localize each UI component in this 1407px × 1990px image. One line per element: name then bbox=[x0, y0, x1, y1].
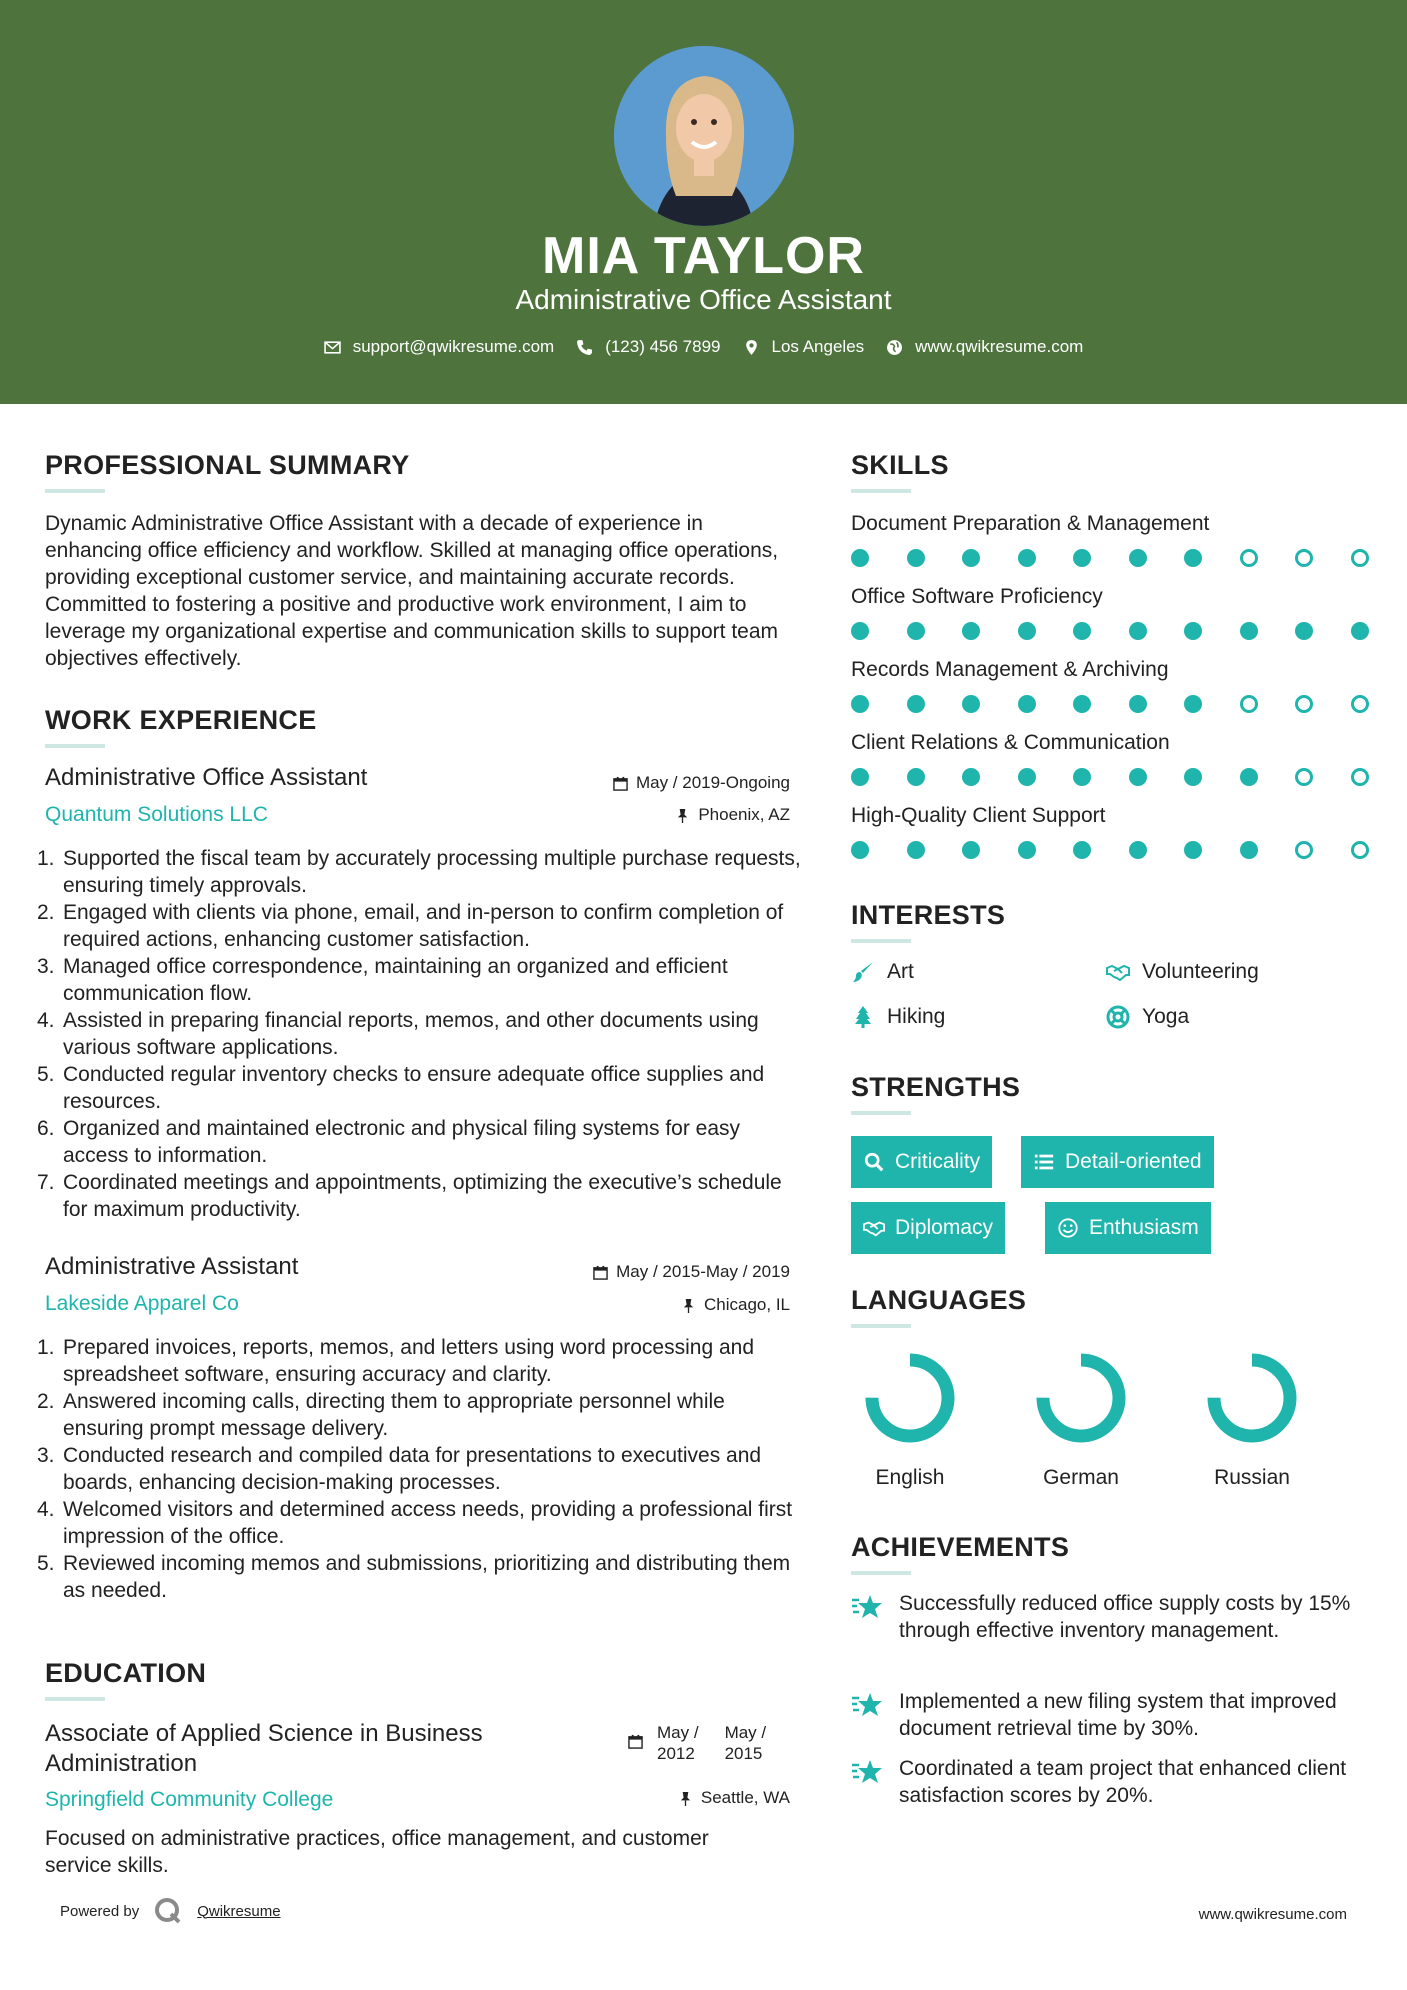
duty-text: Supported the fiscal team by accurately processing multiple purchase requests, ensuring timely approvals. bbox=[63, 847, 801, 897]
skill-rating-dot bbox=[851, 622, 869, 640]
duty-text: Prepared invoices, reports, memos, and letters using word processing and spreadsheet software, ensuring accuracy and clarity. bbox=[63, 1336, 755, 1386]
skill-rating-dot bbox=[1184, 622, 1202, 640]
skill-rating-dot bbox=[1018, 549, 1036, 567]
job-location-2 bbox=[681, 1295, 790, 1315]
education-location bbox=[678, 1788, 790, 1808]
candidate-title: Administrative Office Assistant bbox=[515, 284, 892, 315]
education-dates bbox=[628, 1722, 766, 1764]
experience-rule bbox=[45, 744, 105, 748]
phone-icon bbox=[576, 339, 593, 356]
skill-rating-dot bbox=[1073, 695, 1091, 713]
strength-label: Criticality bbox=[895, 1150, 981, 1173]
education-rule bbox=[45, 1697, 105, 1701]
skill-rating-dot bbox=[1129, 841, 1147, 859]
education-heading: EDUCATION bbox=[45, 1658, 207, 1688]
skill-rating-dot bbox=[1184, 549, 1202, 567]
school-name: Springfield Community College bbox=[45, 1788, 334, 1811]
job-location-1 bbox=[675, 805, 790, 825]
profile-photo bbox=[614, 46, 794, 226]
duty-text: Engaged with clients via phone, email, and in-person to confirm completion of required actions, enhancing customer satisfaction. bbox=[63, 901, 784, 951]
duty-item bbox=[37, 1007, 805, 1061]
duty-item bbox=[37, 845, 805, 899]
skill-rating-dot bbox=[1295, 622, 1313, 640]
education-location-text: Seattle, WA bbox=[700, 1788, 790, 1807]
skill-rating-dot bbox=[907, 622, 925, 640]
interest-yoga bbox=[1106, 1005, 1189, 1029]
duty-number: 3. bbox=[37, 1444, 55, 1467]
skill-rating-dot bbox=[1184, 695, 1202, 713]
language-item bbox=[855, 1350, 965, 1490]
skills-rule bbox=[851, 489, 911, 493]
skill-rating-dot bbox=[1351, 695, 1369, 713]
skill-rating-dot bbox=[1240, 695, 1258, 713]
contact-location bbox=[743, 337, 865, 357]
duty-number: 7. bbox=[37, 1171, 55, 1194]
duty-item bbox=[37, 899, 805, 953]
skill-rating-dot bbox=[1018, 841, 1036, 859]
strength-badge-enthusiasm bbox=[1045, 1202, 1211, 1254]
handshake-icon bbox=[863, 1217, 885, 1239]
skill-rating-dot bbox=[1351, 841, 1369, 859]
search-icon bbox=[863, 1151, 885, 1173]
skill-rating-dot bbox=[1351, 622, 1369, 640]
contact-phone[interactable] bbox=[576, 337, 720, 357]
language-level-ring bbox=[862, 1350, 958, 1446]
qwikresume-logo-icon bbox=[153, 1896, 183, 1926]
duty-number: 1. bbox=[37, 1336, 55, 1359]
duty-number: 2. bbox=[37, 901, 55, 924]
lifebuoy-icon bbox=[1106, 1005, 1130, 1029]
duty-number: 1. bbox=[37, 847, 55, 870]
skill-label: Document Preparation & Management bbox=[851, 512, 1210, 535]
job-duties-1 bbox=[37, 845, 805, 1223]
duty-text: Welcomed visitors and determined access needs, providing a professional first impression of the office. bbox=[63, 1498, 793, 1548]
duty-item bbox=[37, 1115, 805, 1169]
duty-item bbox=[37, 1442, 805, 1496]
envelope-icon bbox=[324, 339, 341, 356]
skill-rating-dot bbox=[1295, 549, 1313, 567]
achievements-rule bbox=[851, 1571, 911, 1575]
duty-text: Assisted in preparing financial reports, memos, and other documents using various software applications. bbox=[63, 1009, 759, 1059]
interests-heading: INTERESTS bbox=[851, 900, 1006, 930]
interest-volunteering bbox=[1106, 960, 1259, 984]
skill-rating-dot bbox=[1240, 622, 1258, 640]
duty-text: Managed office correspondence, maintaining an organized and efficient communication flow. bbox=[63, 955, 728, 1005]
paint-brush-icon bbox=[851, 960, 875, 984]
skill-rating-dot bbox=[1184, 841, 1202, 859]
language-name: German bbox=[1043, 1466, 1119, 1489]
duty-text: Organized and maintained electronic and physical filing systems for easy access to information. bbox=[63, 1117, 741, 1167]
skill-rating-dot bbox=[962, 549, 980, 567]
language-level-ring bbox=[1033, 1350, 1129, 1446]
skill-rating-dot bbox=[907, 841, 925, 859]
interests-rule bbox=[851, 939, 911, 943]
skill-label: Office Software Proficiency bbox=[851, 585, 1103, 608]
job-date-2 bbox=[593, 1262, 790, 1282]
skill-rating-dot bbox=[1018, 622, 1036, 640]
experience-heading: WORK EXPERIENCE bbox=[45, 705, 317, 735]
duty-text: Conducted research and compiled data for presentations to executives and boards, enhancing decision-making processes. bbox=[63, 1444, 762, 1494]
language-item bbox=[1197, 1350, 1307, 1490]
skill-rating-dot bbox=[1184, 768, 1202, 786]
degree-line-1: Associate of Applied Science in Business bbox=[45, 1720, 483, 1747]
strength-label: Enthusiasm bbox=[1089, 1216, 1199, 1239]
achievement-item bbox=[851, 1688, 1371, 1742]
skill-rating-dot bbox=[1129, 695, 1147, 713]
job-duties-2 bbox=[37, 1334, 805, 1604]
duty-number: 2. bbox=[37, 1390, 55, 1413]
duty-number: 6. bbox=[37, 1117, 55, 1140]
skill-rating-dot bbox=[1073, 549, 1091, 567]
skill-rating-dot bbox=[1240, 549, 1258, 567]
language-level-arc bbox=[872, 1360, 948, 1436]
language-item bbox=[1026, 1350, 1136, 1490]
skill-rating-dot bbox=[1129, 768, 1147, 786]
achievement-text: Implemented a new filing system that improved document retrieval time by 30%. bbox=[899, 1690, 1337, 1740]
shooting-star-icon bbox=[851, 1757, 883, 1787]
company-2: Lakeside Apparel Co bbox=[45, 1292, 239, 1315]
summary-heading: PROFESSIONAL SUMMARY bbox=[45, 450, 410, 480]
skill-rating-dot bbox=[1129, 549, 1147, 567]
duty-item bbox=[37, 953, 805, 1007]
strengths-heading: STRENGTHS bbox=[851, 1072, 1021, 1102]
degree-line-2: Administration bbox=[45, 1750, 198, 1777]
education-text: Focused on administrative practices, office management, and customer service skills. bbox=[45, 1827, 709, 1877]
skill-label: Records Management & Archiving bbox=[851, 658, 1169, 681]
duty-item bbox=[37, 1496, 805, 1550]
achievement-item bbox=[851, 1590, 1371, 1644]
duty-number: 4. bbox=[37, 1009, 55, 1032]
summary-rule bbox=[45, 489, 105, 493]
duty-number: 5. bbox=[37, 1063, 55, 1086]
skill-rating-dot bbox=[851, 768, 869, 786]
skill-rating-dot bbox=[1018, 768, 1036, 786]
strength-badge-detail-oriented bbox=[1021, 1136, 1214, 1188]
job-location-text-1: Phoenix, AZ bbox=[698, 805, 790, 824]
achievement-text: Coordinated a team project that enhanced client satisfaction scores by 20%. bbox=[899, 1757, 1347, 1807]
skill-rating-dot bbox=[962, 622, 980, 640]
job-date-text-2: May / 2015-May / 2019 bbox=[616, 1262, 790, 1281]
job-title-1: Administrative Office Assistant bbox=[45, 764, 368, 791]
achievement-text: Successfully reduced office supply costs by 15% through effective inventory management. bbox=[899, 1592, 1351, 1642]
duty-text: Reviewed incoming memos and submissions, prioritizing and distributing them as needed. bbox=[63, 1552, 791, 1602]
duty-item bbox=[37, 1550, 805, 1604]
calendar-icon bbox=[613, 776, 628, 791]
skill-rating-dot bbox=[1129, 622, 1147, 640]
duty-item bbox=[37, 1061, 805, 1115]
degree-title bbox=[45, 1719, 483, 1779]
powered-by-text: Powered by bbox=[60, 1902, 140, 1920]
phone-text: (123) 456 7899 bbox=[605, 337, 721, 356]
pushpin-icon bbox=[681, 1298, 696, 1313]
skill-rating-dot bbox=[962, 695, 980, 713]
pushpin-icon bbox=[678, 1791, 693, 1806]
email-text: support@qwikresume.com bbox=[352, 337, 555, 356]
header-banner bbox=[0, 0, 1407, 404]
skill-rating-dot bbox=[1351, 768, 1369, 786]
interest-label: Hiking bbox=[887, 1005, 946, 1028]
skill-rating-dot bbox=[851, 841, 869, 859]
skill-rating-dot bbox=[1018, 695, 1036, 713]
duty-item bbox=[37, 1388, 805, 1442]
duty-text: Coordinated meetings and appointments, optimizing the executive’s schedule for maximum productivity. bbox=[63, 1171, 782, 1221]
skill-rating-dot bbox=[907, 695, 925, 713]
contact-website[interactable] bbox=[886, 337, 1083, 357]
duty-text: Conducted regular inventory checks to ensure adequate office supplies and resources. bbox=[63, 1063, 765, 1113]
contact-bar bbox=[0, 337, 1407, 357]
website-text: www.qwikresume.com bbox=[915, 337, 1084, 356]
skill-rating-dot bbox=[1240, 768, 1258, 786]
skill-label: Client Relations & Communication bbox=[851, 731, 1170, 754]
candidate-name: MIA TAYLOR bbox=[542, 227, 865, 285]
tree-icon bbox=[851, 1005, 875, 1029]
interest-label: Art bbox=[887, 960, 914, 983]
duty-number: 4. bbox=[37, 1498, 55, 1521]
skill-rating-dot bbox=[851, 695, 869, 713]
interest-label: Volunteering bbox=[1142, 960, 1259, 983]
skill-rating-dot bbox=[1295, 841, 1313, 859]
job-location-text-2: Chicago, IL bbox=[704, 1295, 790, 1314]
language-name: Russian bbox=[1214, 1466, 1290, 1489]
duty-number: 5. bbox=[37, 1552, 55, 1575]
skill-rating-dot bbox=[1295, 695, 1313, 713]
calendar-icon bbox=[628, 1734, 643, 1749]
duty-text: Answered incoming calls, directing them to appropriate personnel while ensuring prompt message delivery. bbox=[63, 1390, 725, 1440]
strengths-rule bbox=[851, 1111, 911, 1115]
footer-powered-by bbox=[60, 1896, 281, 1926]
skill-label: High-Quality Client Support bbox=[851, 804, 1106, 827]
location-text: Los Angeles bbox=[771, 337, 865, 356]
interest-art bbox=[851, 960, 914, 984]
language-name: English bbox=[875, 1466, 945, 1489]
handshake-icon bbox=[1106, 960, 1130, 984]
pushpin-icon bbox=[675, 808, 690, 823]
skill-rating-dot bbox=[1295, 768, 1313, 786]
education-start-month: May / bbox=[657, 1723, 699, 1742]
duty-number: 3. bbox=[37, 955, 55, 978]
education-end-year: 2015 bbox=[724, 1744, 763, 1763]
map-marker-icon bbox=[743, 339, 760, 356]
globe-icon bbox=[886, 339, 903, 356]
shooting-star-icon bbox=[851, 1592, 883, 1622]
summary-text: Dynamic Administrative Office Assistant with a decade of experience in enhancing office efficiency and workflow. Skilled at managing office operations, providing exceptional customer service, and maintaining accurate records. Committed to fostering a positive and productive work environment, I aim to leverage my organizational expertise and communication skills to support team objectives effectively. bbox=[45, 512, 779, 670]
calendar-icon bbox=[593, 1265, 608, 1280]
smile-icon bbox=[1057, 1217, 1079, 1239]
duty-item bbox=[37, 1169, 805, 1223]
company-1: Quantum Solutions LLC bbox=[45, 803, 268, 826]
footer-website[interactable]: www.qwikresume.com bbox=[1198, 1906, 1347, 1923]
languages-heading: LANGUAGES bbox=[851, 1285, 1027, 1315]
skill-rating-dot bbox=[907, 549, 925, 567]
language-level-arc bbox=[1214, 1360, 1290, 1436]
skill-rating-dot bbox=[962, 841, 980, 859]
brand-link[interactable]: Qwikresume bbox=[197, 1902, 281, 1920]
education-end bbox=[725, 1722, 767, 1764]
education-end-month: May / bbox=[724, 1723, 767, 1742]
strength-badge-diplomacy bbox=[851, 1202, 1005, 1254]
education-start bbox=[657, 1722, 699, 1764]
interest-label: Yoga bbox=[1142, 1005, 1190, 1028]
contact-email[interactable] bbox=[324, 337, 555, 357]
skill-rating-dot bbox=[1073, 841, 1091, 859]
achievements-heading: ACHIEVEMENTS bbox=[851, 1532, 1070, 1562]
skill-rating-dot bbox=[1073, 622, 1091, 640]
duty-item bbox=[37, 1334, 805, 1388]
strength-badge-criticality bbox=[851, 1136, 992, 1188]
skill-rating-dot bbox=[1240, 841, 1258, 859]
skills-heading: SKILLS bbox=[851, 450, 949, 480]
education-start-year: 2012 bbox=[657, 1744, 695, 1763]
list-icon bbox=[1033, 1151, 1055, 1173]
shooting-star-icon bbox=[851, 1690, 883, 1720]
achievement-item bbox=[851, 1755, 1371, 1809]
language-level-ring bbox=[1204, 1350, 1300, 1446]
strength-label: Diplomacy bbox=[895, 1216, 994, 1239]
job-date-1 bbox=[613, 773, 790, 793]
skill-rating-dot bbox=[851, 549, 869, 567]
skill-rating-dot bbox=[907, 768, 925, 786]
languages-rule bbox=[851, 1324, 911, 1328]
strength-label: Detail-oriented bbox=[1065, 1150, 1202, 1173]
skill-rating-dot bbox=[962, 768, 980, 786]
language-level-arc bbox=[1043, 1360, 1119, 1436]
job-date-text-1: May / 2019-Ongoing bbox=[635, 773, 790, 792]
job-title-2: Administrative Assistant bbox=[45, 1253, 299, 1280]
skill-rating-dot bbox=[1351, 549, 1369, 567]
interest-hiking bbox=[851, 1005, 945, 1029]
skill-rating-dot bbox=[1073, 768, 1091, 786]
